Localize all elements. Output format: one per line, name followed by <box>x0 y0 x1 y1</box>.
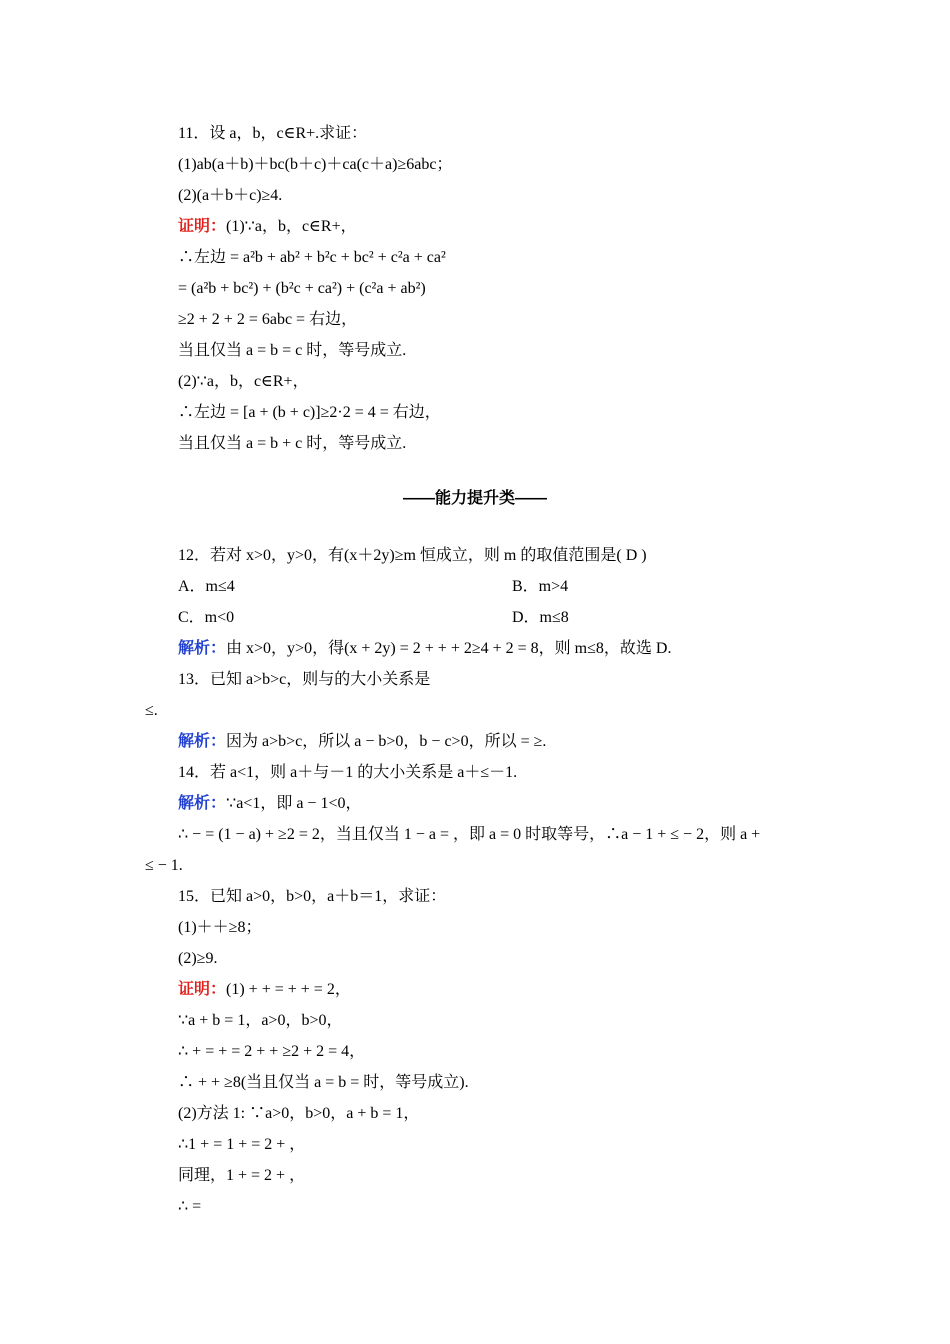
q11-part2: (2)(a＋b＋c)≥4. <box>178 187 283 204</box>
q12-question: 12．若对 x>0，y>0，有(x＋2y)≥m 恒成立，则 m 的取值范围是( D ) <box>178 547 647 564</box>
q12-option-a: A．m≤4 <box>178 578 235 595</box>
analysis-label: 解析： <box>178 733 227 750</box>
q13-analysis <box>178 732 546 752</box>
q14-analysis <box>178 794 361 814</box>
q15-proof-line: ∴ = <box>178 1198 202 1215</box>
proof-text: (1)∵a，b，c∈R+， <box>226 218 357 235</box>
proof-label: 证明： <box>178 981 227 998</box>
q14-analysis-line2: ∴ − = (1 − a) + ≥2 = 2，当且仅当 1 − a = ，即 a = 0 时取等号，∴a − 1 + ≤ − 2，则 a + <box>178 826 761 843</box>
q11-proof-line: ∴左边 = a²b + ab² + b²c + bc² + c²a + ca² <box>178 249 446 266</box>
q12-option-d: D．m≤8 <box>512 609 569 626</box>
q11-proof-line: ∴左边 = [a + (b + c)]≥2·2 = 4 = 右边， <box>178 404 441 421</box>
q15-proof-line: ∵a + b = 1，a>0，b>0， <box>178 1012 343 1029</box>
section-title: ——能力提升类—— <box>402 490 547 507</box>
analysis-text: 因为 a>b>c，所以 a − b>0，b − c>0，所以 = ≥. <box>226 733 547 750</box>
q15-proof-start <box>178 980 351 1000</box>
analysis-label: 解析： <box>178 640 227 657</box>
q15-proof-line: ∴ + = + = 2 + + ≥2 + 2 = 4， <box>178 1043 366 1060</box>
q11-proof-line: 当且仅当 a = b = c 时，等号成立. <box>178 342 407 359</box>
q14-analysis-line3: ≤ − 1. <box>145 857 183 874</box>
q12-option-b: B．m>4 <box>512 578 569 595</box>
q11-proof-line: (2)∵a，b，c∈R+， <box>178 373 309 390</box>
analysis-text: ∵a<1，即 a − 1<0， <box>226 795 362 812</box>
q11-proof-line: ≥2 + 2 + 2 = 6abc = 右边， <box>178 311 358 328</box>
q11-proof-start <box>178 217 357 237</box>
q15-proof-line: 同理，1 + = 2 + ， <box>178 1167 306 1184</box>
q15-proof-line: ∴ + + ≥8(当且仅当 a = b = 时，等号成立). <box>178 1074 469 1091</box>
q15-proof-line: ∴1 + = 1 + = 2 + ， <box>178 1136 306 1153</box>
q11-proof-line: = (a²b + bc²) + (b²c + ca²) + (c²a + ab²) <box>178 280 426 297</box>
analysis-text: 由 x>0，y>0，得(x + 2y) = 2 + + + 2≥4 + 2 = 8，则 m≤8，故选 D. <box>226 640 672 657</box>
q13-answer: ≤. <box>145 702 158 719</box>
q12-option-c: C．m<0 <box>178 609 235 626</box>
q15-proof-line: (2)方法 1: ∵a>0，b>0，a + b = 1， <box>178 1105 420 1122</box>
proof-label: 证明： <box>178 218 227 235</box>
proof-text: (1) + + = + + = 2， <box>226 981 351 998</box>
q11-part1: (1)ab(a＋b)＋bc(b＋c)＋ca(c＋a)≥6abc； <box>178 156 453 173</box>
q15-part1: (1)＋＋≥8； <box>178 919 262 936</box>
analysis-label: 解析： <box>178 795 227 812</box>
q14-question: 14．若 a<1，则 a＋与－1 的大小关系是 a＋≤－1. <box>178 764 518 781</box>
q12-analysis <box>178 639 671 659</box>
q11-statement: 11．设 a，b，c∈R+.求证： <box>178 125 368 142</box>
q13-question: 13．已知 a>b>c，则与的大小关系是 <box>178 671 431 688</box>
q11-proof-line: 当且仅当 a = b + c 时，等号成立. <box>178 435 407 452</box>
q15-part2: (2)≥9. <box>178 950 218 967</box>
q15-question: 15．已知 a>0，b>0，a＋b＝1，求证： <box>178 888 447 905</box>
